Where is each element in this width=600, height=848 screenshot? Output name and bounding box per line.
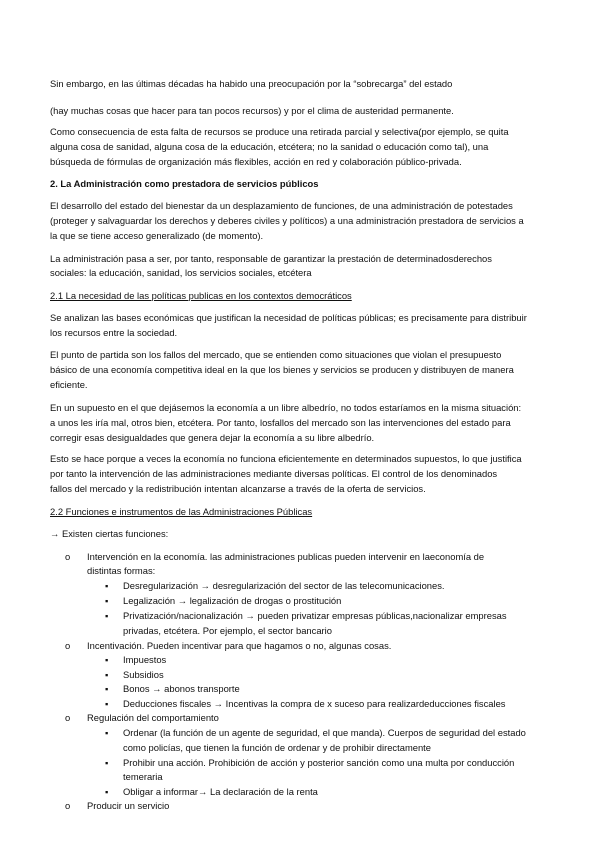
list-bullet-outer: o xyxy=(65,800,71,811)
paragraph-line: corregir esas desigualdades que genera dejar la economía a su libre albedrío. xyxy=(50,432,375,443)
list-item: Legalización → legalización de drogas o prostitución xyxy=(123,595,342,606)
list-bullet-outer: o xyxy=(65,640,71,651)
paragraph-line: Sin embargo, en las últimas décadas ha habido una preocupación por la “sobrecarga” del estado xyxy=(50,78,453,89)
list-item: Prohibir una acción. Prohibición de acción y posterior sanción como una multa por conducción xyxy=(123,757,515,768)
list-bullet-inner: ▪ xyxy=(105,610,109,621)
list-item: Ordenar (la función de un agente de seguridad, el que manda). Cuerpos de seguridad del estado xyxy=(123,727,526,738)
list-item: Regulación del comportamiento xyxy=(87,712,219,723)
list-bullet-inner: ▪ xyxy=(105,727,109,738)
list-bullet-inner: ▪ xyxy=(105,595,109,606)
list-bullet-inner: ▪ xyxy=(105,669,109,680)
section-heading: 2. La Administración como prestadora de servicios públicos xyxy=(50,178,319,189)
list-bullet-inner: ▪ xyxy=(105,786,109,797)
paragraph-line: eficiente. xyxy=(50,379,88,390)
list-bullet-inner: ▪ xyxy=(105,683,109,694)
list-bullet-outer: o xyxy=(65,712,71,723)
list-item: Impuestos xyxy=(123,654,167,665)
paragraph-line: a unos les iría mal, otros bien, etcétera. Por tanto, losfallos del mercado son las intervenciones del estado para xyxy=(50,417,511,428)
list-item: distintas formas: xyxy=(87,565,156,576)
paragraph-line: alguna cosa de sanidad, alguna cosa de la educación, etcétera; no la sanidad o educación como tal), una xyxy=(50,141,489,152)
list-item: Obligar a informar→ La declaración de la renta xyxy=(123,786,318,797)
paragraph-line: fallos del mercado y la redistribución intentan alcanzarse a través de la oferta de servicios. xyxy=(50,483,426,494)
list-item: como policías, que tienen la función de ordenar y de prohibir directamente xyxy=(123,742,431,753)
list-item: privadas, etcétera. Por ejemplo, el sector bancario xyxy=(123,625,332,636)
paragraph-line: los recursos entre la sociedad. xyxy=(50,327,178,338)
paragraph-line: Como consecuencia de esta falta de recursos se produce una retirada parcial y selectiva(por ejemplo, se quita xyxy=(50,126,509,137)
list-bullet-inner: ▪ xyxy=(105,654,109,665)
paragraph-line: búsqueda de fórmulas de organización más flexibles, acción en red y colaboración público-privada. xyxy=(50,156,462,167)
list-item: Privatización/nacionalización → pueden privatizar empresas públicas,nacionalizar empresas xyxy=(123,610,507,621)
paragraph-line: la que se tiene acceso generalizado (de momento). xyxy=(50,230,264,241)
list-item: Subsidios xyxy=(123,669,164,680)
paragraph-line: La administración pasa a ser, por tanto, responsable de garantizar la prestación de determinadosderechos xyxy=(50,253,492,264)
list-item: temeraria xyxy=(123,771,163,782)
list-bullet-outer: o xyxy=(65,551,71,562)
arrow-line: → Existen ciertas funciones: xyxy=(50,528,169,539)
paragraph-line: (proteger y salvaguardar los derechos y deberes civiles y políticos) a una administración prestadora de servicios a xyxy=(50,215,524,226)
paragraph-line: Esto se hace porque a veces la economía no funciona eficientemente en determinados supuestos, lo que justifica xyxy=(50,453,522,464)
paragraph-line: (hay muchas cosas que hacer para tan pocos recursos) y por el clima de austeridad permanente. xyxy=(50,105,454,116)
paragraph-line: Se analizan las bases económicas que justifican la necesidad de políticas públicas; es precisamente para distribuir xyxy=(50,312,527,323)
paragraph-line: En un supuesto en el que dejásemos la economía a un libre albedrío, no todos estaríamos en la misma situación: xyxy=(50,402,522,413)
list-bullet-inner: ▪ xyxy=(105,580,109,591)
subsection-heading: 2.1 La necesidad de las políticas publicas en los contextos democráticos xyxy=(50,290,352,301)
paragraph-line: El desarrollo del estado del bienestar da un desplazamiento de funciones, de una administración de potestades xyxy=(50,200,513,211)
list-bullet-inner: ▪ xyxy=(105,698,109,709)
list-item: Bonos → abonos transporte xyxy=(123,683,240,694)
paragraph-line: por tanto la intervención de las administraciones mediante diversas políticas. El control de los denominados xyxy=(50,468,498,479)
list-item: Producir un servicio xyxy=(87,800,170,811)
list-item: Incentivación. Pueden incentivar para que hagamos o no, algunas cosas. xyxy=(87,640,392,651)
paragraph-line: El punto de partida son los fallos del mercado, que se entienden como situaciones que violan el presupuesto xyxy=(50,349,502,360)
list-item: Deducciones fiscales → Incentivas la compra de x suceso para realizardeducciones fiscales xyxy=(123,698,506,709)
list-item: Intervención en la economía. las administraciones publicas pueden intervenir en laeconomía de xyxy=(87,551,485,562)
paragraph-line: sociales: la educación, sanidad, los servicios sociales, etcétera xyxy=(50,267,312,278)
subsection-heading: 2.2 Funciones e instrumentos de las Administraciones Públicas xyxy=(50,506,313,517)
paragraph-line: básico de una economía competitiva ideal en la que los bienes y servicios se producen y distribuyen de manera xyxy=(50,364,514,375)
list-item: Desregularización → desregularización del sector de las telecomunicaciones. xyxy=(123,580,445,591)
list-bullet-inner: ▪ xyxy=(105,757,109,768)
